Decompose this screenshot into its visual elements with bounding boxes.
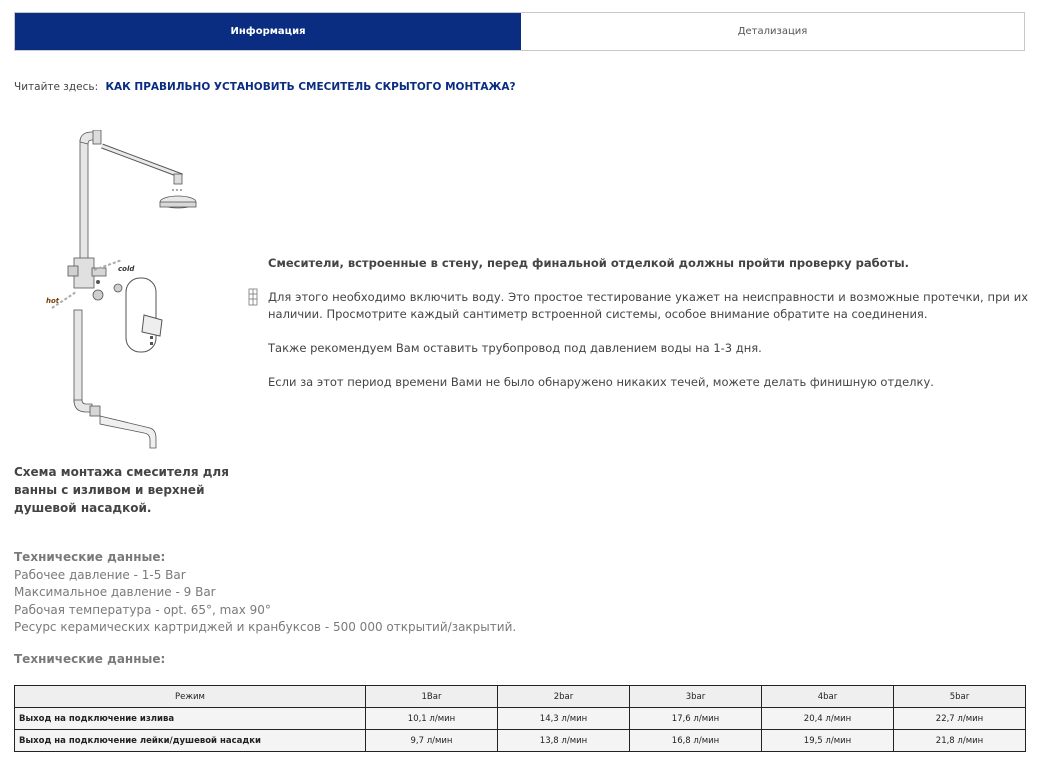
tech-line: Рабочая температура - opt. 65°, max 90°	[14, 602, 271, 617]
installation-diagram	[14, 130, 248, 460]
col-2bar: 2bar	[498, 686, 630, 708]
table-row	[15, 708, 1026, 730]
col-4bar: 4bar	[762, 686, 894, 708]
intro-paragraph-1: Для этого необходимо включить воду. Это простое тестирование укажет на неисправности и возможные протечки, при их наличии. Просмотрите каждый сантиметр встроенной системы, особое внимание обратите на соединения.	[268, 290, 1028, 321]
cell: 19,5 л/мин	[762, 730, 894, 752]
cold-label: cold	[118, 265, 135, 273]
flow-rate-table	[14, 685, 1026, 752]
col-mode: Режим	[15, 686, 366, 708]
cell: 16,8 л/мин	[630, 730, 762, 752]
col-1bar: 1Bar	[366, 686, 498, 708]
menu-grid-icon	[248, 288, 258, 306]
row-mode: Выход на подключение излива	[15, 708, 366, 730]
col-3bar: 3bar	[630, 686, 762, 708]
intro-text	[268, 255, 1028, 408]
tab-details[interactable]: Детализация	[521, 13, 1024, 50]
tech-heading: Технические данные:	[14, 550, 166, 564]
tech-heading-2: Технические данные:	[14, 652, 166, 666]
diagram-caption: Схема монтажа смесителя для ванны с изливом и верхней душевой насадкой.	[14, 465, 229, 515]
intro-paragraph-2: Также рекомендуем Вам оставить трубопровод под давлением воды на 1-3 дня.	[268, 341, 762, 355]
table-row	[15, 730, 1026, 752]
cell: 20,4 л/мин	[762, 708, 894, 730]
cell: 10,1 л/мин	[366, 708, 498, 730]
cell: 21,8 л/мин	[894, 730, 1026, 752]
cell: 17,6 л/мин	[630, 708, 762, 730]
cell: 22,7 л/мин	[894, 708, 1026, 730]
tech-line: Ресурс керамических картриджей и кранбуксов - 500 000 открытий/закрытий.	[14, 620, 517, 634]
row-mode: Выход на подключение лейки/душевой насадки	[15, 730, 366, 752]
intro-lead: Смесители, встроенные в стену, перед финальной отделкой должны пройти проверку работы.	[268, 256, 909, 270]
tab-info[interactable]: Информация	[15, 13, 521, 50]
intro-paragraph-3: Если за этот период времени Вами не было обнаружено никаких течей, можете делать финишную отделку.	[268, 375, 934, 389]
hot-label: hot	[46, 297, 60, 305]
install-guide-link[interactable]: КАК ПРАВИЛЬНО УСТАНОВИТЬ СМЕСИТЕЛЬ СКРЫТОГО МОНТАЖА?	[105, 81, 516, 93]
tech-specs	[14, 549, 516, 637]
tab-bar	[14, 12, 1025, 51]
cell: 9,7 л/мин	[366, 730, 498, 752]
tech-line: Максимальное давление - 9 Bar	[14, 585, 216, 599]
cell: 13,8 л/мин	[498, 730, 630, 752]
read-here-label: Читайте здесь:	[14, 81, 99, 93]
col-5bar: 5bar	[894, 686, 1026, 708]
cell: 14,3 л/мин	[498, 708, 630, 730]
tech-line: Рабочее давление - 1-5 Bar	[14, 567, 186, 582]
table-header-row	[15, 686, 1026, 708]
read-here	[14, 81, 516, 93]
